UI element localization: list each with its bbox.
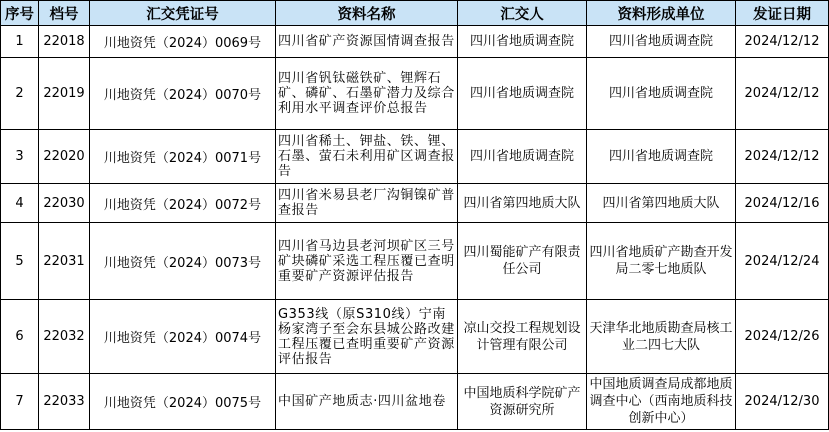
cell-archive-no: 22033 [39,374,90,430]
header-voucher-no: 汇交凭证号 [90,1,276,26]
cell-forming-unit: 四川省第四地质大队 [587,184,736,223]
cell-submitter: 中国地质科学院矿产资源研究所 [458,374,587,430]
cell-seq: 5 [1,223,39,300]
cell-archive-no: 22032 [39,300,90,374]
cell-submitter: 四川蜀能矿产有限责任公司 [458,223,587,300]
cell-archive-no: 22019 [39,58,90,130]
cell-issue-date: 2024/12/16 [736,184,829,223]
cell-voucher-no: 川地资凭（2024）0071号 [90,130,276,184]
cell-issue-date: 2024/12/24 [736,223,829,300]
cell-voucher-no: 川地资凭（2024）0073号 [90,223,276,300]
table-row [1,300,829,374]
cell-material-name: 四川省矿产资源国情调查报告 [276,26,458,58]
cell-forming-unit: 中国地质调查局成都地质调查中心（西南地质科技创新中心） [587,374,736,430]
cell-archive-no: 22020 [39,130,90,184]
cell-forming-unit: 四川省地质调查院 [587,130,736,184]
cell-archive-no: 22018 [39,26,90,58]
header-archive-no: 档号 [39,1,90,26]
header-row [1,1,829,26]
header-seq: 序号 [1,1,39,26]
cell-issue-date: 2024/12/26 [736,300,829,374]
cell-voucher-no: 川地资凭（2024）0070号 [90,58,276,130]
cell-issue-date: 2024/12/30 [736,374,829,430]
cell-seq: 2 [1,58,39,130]
cell-material-name: 四川省马边县老河坝矿区三号矿块磷矿采选工程压覆已查明重要矿产资源评估报告 [276,223,458,300]
table-row [1,26,829,58]
table-row [1,374,829,430]
cell-material-name: 四川省钒钛磁铁矿、锂辉石矿、磷矿、石墨矿潜力及综合利用水平调查评价总报告 [276,58,458,130]
table-row [1,223,829,300]
table-row [1,130,829,184]
header-submitter: 汇交人 [458,1,587,26]
cell-forming-unit: 四川省地质调查院 [587,58,736,130]
cell-submitter: 四川省地质调查院 [458,58,587,130]
cell-voucher-no: 川地资凭（2024）0069号 [90,26,276,58]
table-row [1,184,829,223]
cell-seq: 1 [1,26,39,58]
cell-seq: 6 [1,300,39,374]
cell-seq: 3 [1,130,39,184]
cell-issue-date: 2024/12/12 [736,26,829,58]
cell-submitter: 四川省地质调查院 [458,26,587,58]
cell-forming-unit: 四川省地质矿产勘查开发局二零七地质队 [587,223,736,300]
cell-material-name: 中国矿产地质志·四川盆地卷 [276,374,458,430]
cell-material-name: 四川省稀土、钾盐、铁、锂、石墨、萤石未利用矿区调查报告 [276,130,458,184]
cell-voucher-no: 川地资凭（2024）0075号 [90,374,276,430]
cell-issue-date: 2024/12/12 [736,130,829,184]
cell-submitter: 四川省第四地质大队 [458,184,587,223]
cell-seq: 4 [1,184,39,223]
cell-voucher-no: 川地资凭（2024）0074号 [90,300,276,374]
cell-forming-unit: 天津华北地质勘查局核工业二四七大队 [587,300,736,374]
header-material-name: 资料名称 [276,1,458,26]
cell-submitter: 四川省地质调查院 [458,130,587,184]
header-forming-unit: 资料形成单位 [587,1,736,26]
cell-seq: 7 [1,374,39,430]
cell-voucher-no: 川地资凭（2024）0072号 [90,184,276,223]
cell-issue-date: 2024/12/12 [736,58,829,130]
header-issue-date: 发证日期 [736,1,829,26]
cell-submitter: 凉山交投工程规划设计管理有限公司 [458,300,587,374]
cell-material-name: 四川省米易县老厂沟铜镍矿普查报告 [276,184,458,223]
cell-material-name: G353线（原S310线）宁南杨家湾子至会东县城公路改建工程压覆已查明重要矿产资源评估报告 [276,300,458,374]
table-row [1,58,829,130]
cell-forming-unit: 四川省地质调查院 [587,26,736,58]
cell-archive-no: 22030 [39,184,90,223]
cell-archive-no: 22031 [39,223,90,300]
